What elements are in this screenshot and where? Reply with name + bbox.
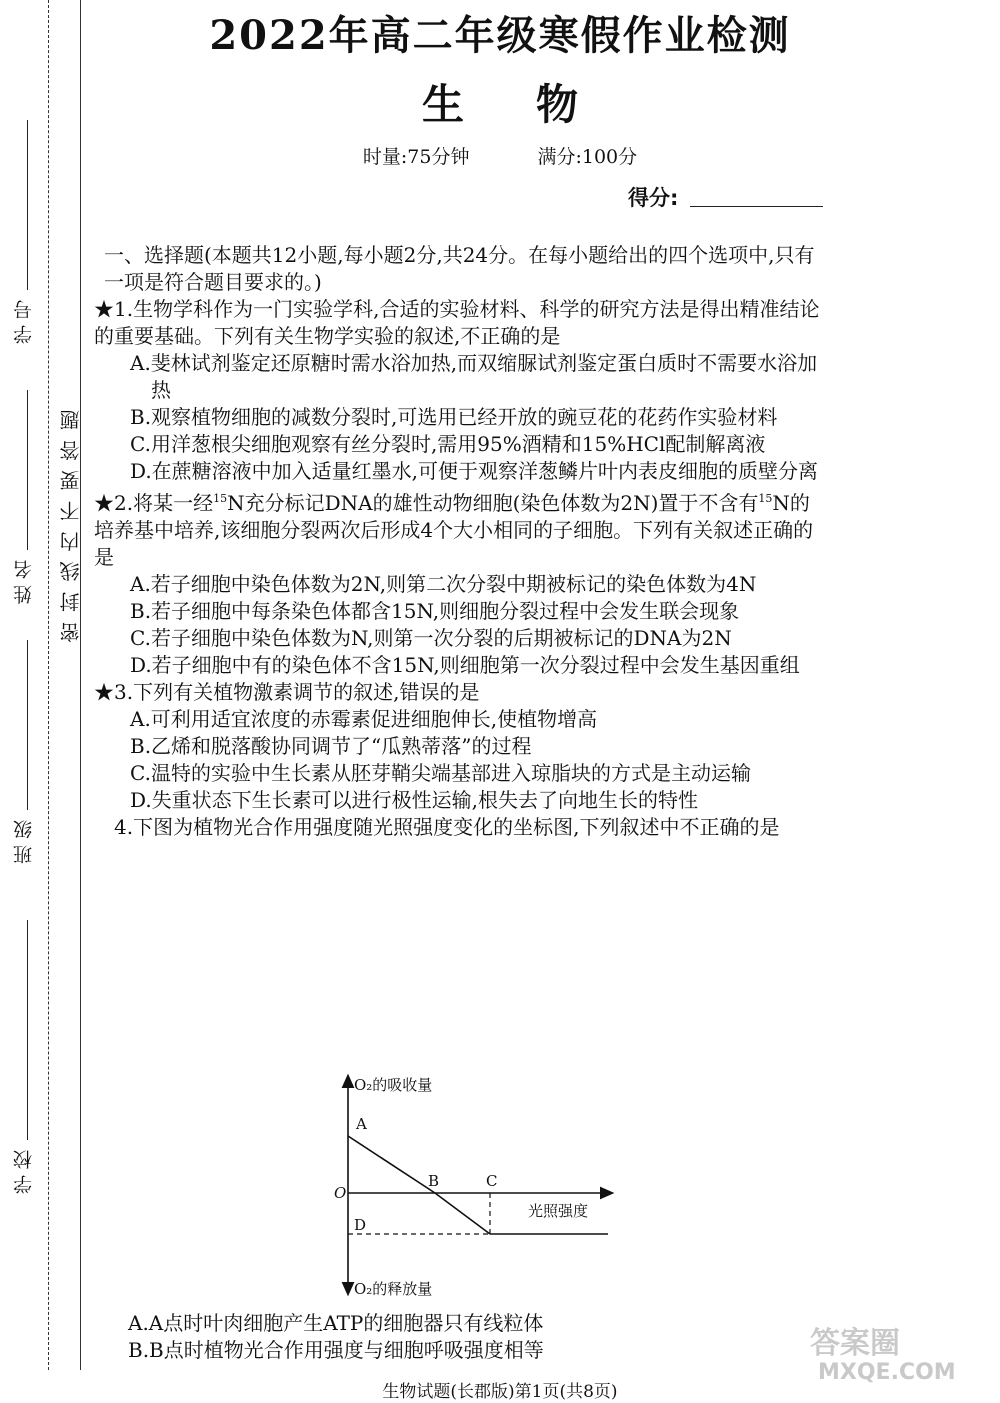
q2-stem-part-2: N充分标记DNA的雄性动物细胞(染色体数为2N)置于不含有 — [227, 491, 759, 515]
q2-isotope-superscript-2: 15 — [758, 492, 773, 505]
subject-title — [0, 72, 1000, 132]
class-label: 班 级 — [13, 820, 35, 865]
binding-solid-line — [80, 0, 81, 1370]
q3-option-b: B.乙烯和脱落酸协同调节了“瓜熟蒂落”的过程 — [130, 734, 532, 758]
class-blank — [27, 640, 28, 810]
q4-options — [128, 1310, 544, 1364]
time-limit: 时量:75分钟 — [362, 146, 470, 168]
page-footer: 生物试题(长郡版)第1页(共8页) — [382, 1382, 618, 1402]
watermark-url: MXQE.COM — [818, 1360, 956, 1385]
point-d-label: D — [354, 1216, 367, 1234]
q2-stem — [94, 485, 826, 571]
exam-title: 2022年高二年级寒假作业检测 — [209, 12, 791, 59]
q2-isotope-superscript-1: 15 — [213, 492, 228, 505]
seal-notice: 密 封 线 内 不 要 答 题 — [59, 408, 83, 643]
q2-stem-part-1: ★2.将某一经 — [94, 491, 214, 515]
point-c-label: C — [486, 1172, 498, 1190]
q2-stem-part-3: N的培养基中培养,该细胞分裂两次后形成4个大小相同的子细胞。下列有关叙述正确的是 — [94, 491, 814, 569]
q3-option-a: A.可利用适宜浓度的赤霉素促进细胞伸长,使植物增高 — [130, 707, 598, 731]
q4-stem: 4.下图为植物光合作用强度随光照强度变化的坐标图,下列叙述中不正确的是 — [114, 815, 780, 839]
subject-char-1: 生 — [421, 80, 464, 129]
q2-option-a: A.若子细胞中染色体数为2N,则第二次分裂中期被标记的染色体数为4N — [130, 572, 757, 596]
curve-a-to-b — [348, 1136, 435, 1193]
q3-option-d: D.失重状态下生长素可以进行极性运输,根失去了向地生长的特性 — [130, 788, 699, 812]
y-bottom-label: O₂的释放量 — [354, 1280, 433, 1298]
q2-option-c: C.若子细胞中染色体数为N,则第一次分裂的后期被标记的DNA为2N — [130, 626, 732, 650]
school-blank — [27, 920, 28, 1140]
watermark-logo: 答案圈 — [810, 1326, 900, 1361]
q2-option-d: D.若子细胞中有的染色体不含15N,则细胞第一次分裂过程中会发生基因重组 — [130, 653, 800, 677]
q2-option-b: B.若子细胞中每条染色体都含15N,则细胞分裂过程中会发生联会现象 — [130, 599, 740, 623]
photosynthesis-figure — [310, 1068, 640, 1308]
question-body — [94, 242, 826, 841]
binding-dashed-line — [48, 0, 49, 1370]
y-top-label: O₂的吸收量 — [354, 1076, 433, 1094]
exam-meta — [0, 142, 1000, 169]
q3-option-c: C.温特的实验中生长素从胚芽鞘尖端基部进入琼脂块的方式是主动运输 — [130, 761, 751, 785]
curve-b-to-saturation — [435, 1193, 490, 1234]
student-id-label: 学 号 — [13, 300, 35, 345]
point-a-label: A — [356, 1115, 367, 1133]
q1-option-b: B.观察植物细胞的减数分裂时,可选用已经开放的豌豆花的花药作实验材料 — [130, 405, 778, 429]
q4-option-b: B.B点时植物光合作用强度与细胞呼吸强度相等 — [128, 1338, 544, 1362]
q1-stem: ★1.生物学科作为一门实验学科,合适的实验材料、科学的研究方法是得出精准结论的重要基础。下列有关生物学实验的叙述,不正确的是 — [94, 297, 820, 348]
section-heading: 一、选择题(本题共12小题,每小题2分,共24分。在每小题给出的四个选项中,只有一项是符合题目要求的。) — [104, 243, 815, 294]
q1-option-d: D.在蔗糖溶液中加入适量红墨水,可便于观察洋葱鳞片叶内表皮细胞的质壁分离 — [130, 459, 819, 483]
school-label: 学 校 — [13, 1150, 35, 1195]
q4-option-a: A.A点时叶肉细胞产生ATP的细胞器只有线粒体 — [128, 1311, 544, 1335]
q1-option-c: C.用洋葱根尖细胞观察有丝分裂时,需用95%酒精和15%HCl配制解离液 — [130, 432, 766, 456]
origin-label: O — [334, 1184, 347, 1202]
score-label: 得分: — [628, 186, 679, 210]
name-blank — [27, 390, 28, 550]
point-b-label: B — [428, 1172, 440, 1190]
x-axis-label: 光照强度 — [528, 1202, 589, 1220]
q3-stem: ★3.下列有关植物激素调节的叙述,错误的是 — [94, 680, 480, 704]
subject-char-2: 物 — [536, 80, 579, 129]
full-score: 满分:100分 — [537, 146, 638, 168]
score-blank — [690, 206, 823, 207]
q1-option-a: A.斐林试剂鉴定还原糖时需水浴加热,而双缩脲试剂鉴定蛋白质时不需要水浴加热 — [130, 351, 818, 402]
photosynthesis-graph — [310, 1068, 640, 1308]
name-label: 姓 名 — [13, 560, 35, 605]
